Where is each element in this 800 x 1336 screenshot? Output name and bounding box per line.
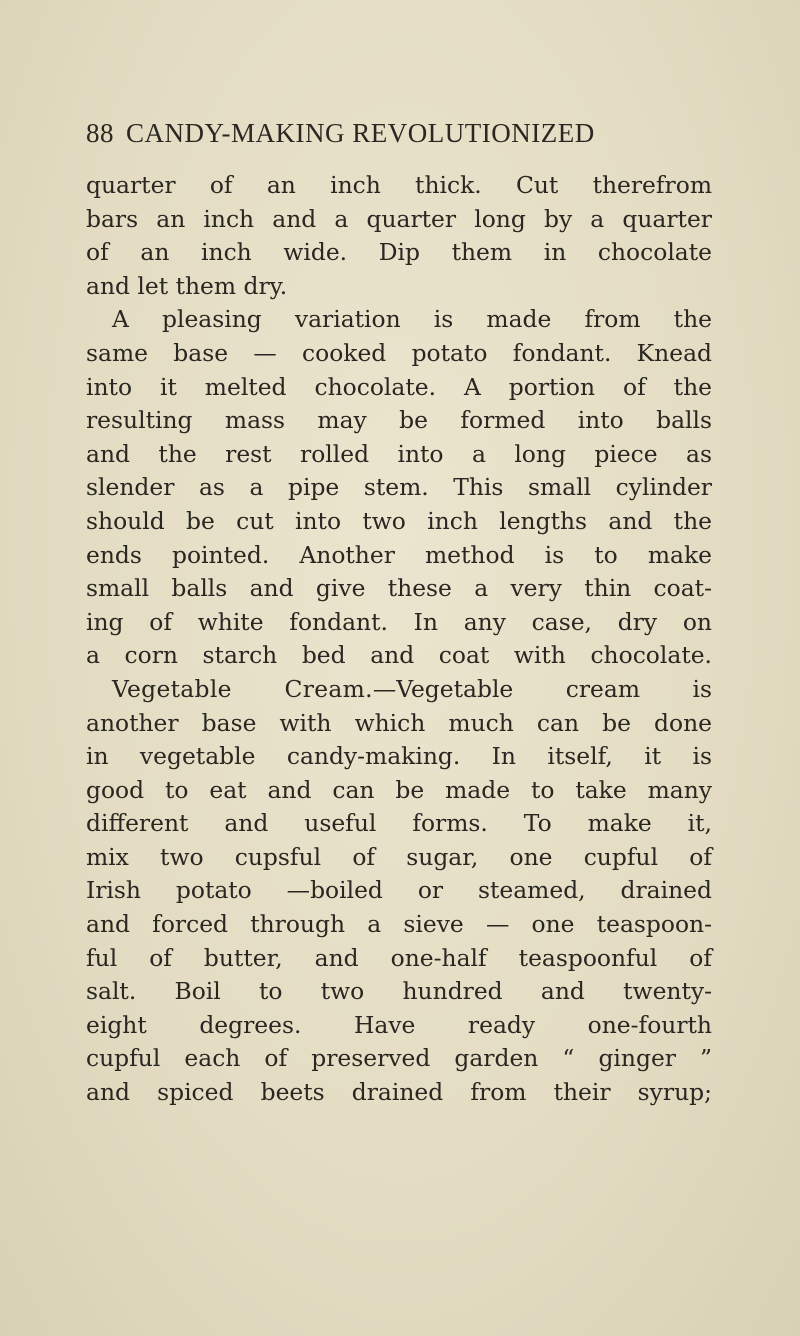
text-line (86, 270, 712, 304)
line-text: and let them dry. (86, 271, 288, 300)
line-text: another base with which much can be done (86, 708, 712, 737)
line-text: should be cut into two inch lengths and the (86, 506, 712, 535)
line-text: bars an inch and a quarter long by a quarter (86, 204, 712, 233)
text-line (86, 807, 712, 841)
text-line (86, 874, 712, 908)
line-text: mix two cupsful of sugar, one cupful of (86, 842, 712, 871)
text-line (86, 740, 712, 774)
running-title: CANDY-MAKING REVOLUTIONIZED (126, 118, 595, 148)
line-text: of an inch wide. Dip them in chocolate (86, 238, 712, 267)
line-text: resulting mass may be formed into balls (86, 406, 712, 435)
text-line (86, 539, 712, 573)
line-text: same base — cooked potato fondant. Knead (86, 338, 712, 367)
line-text: and spiced beets drained from their syrup; (86, 1078, 712, 1107)
line-text: different and useful forms. To make it, (86, 809, 712, 838)
line-text: into it melted chocolate. A portion of the (86, 372, 712, 401)
line-text: —Vegetable cream is (372, 674, 712, 703)
text-line (86, 908, 712, 942)
text-line (86, 1076, 712, 1110)
text-line (86, 707, 712, 741)
text-line (86, 841, 712, 875)
line-text: Irish potato —boiled or steamed, drained (86, 876, 712, 905)
text-line (86, 1009, 712, 1043)
section-heading: Vegetable Cream. (112, 674, 373, 703)
line-text: eight degrees. Have ready one-fourth (86, 1010, 712, 1039)
page-number: 88 (86, 118, 114, 148)
text-line (86, 303, 712, 337)
text-line (86, 337, 712, 371)
line-text: quarter of an inch thick. Cut therefrom (86, 171, 712, 199)
line-text: and the rest rolled into a long piece as (86, 439, 712, 468)
text-line (86, 404, 712, 438)
line-text: salt. Boil to two hundred and twenty- (86, 977, 712, 1006)
text-line (86, 639, 712, 673)
section-heading-line (86, 673, 712, 707)
text-line (86, 505, 712, 539)
line-text: and forced through a sieve — one teaspoon- (86, 910, 712, 939)
line-text: ends pointed. Another method is to make (86, 540, 712, 569)
text-line (86, 438, 712, 472)
line-text: in vegetable candy-making. In itself, it is (86, 742, 712, 771)
line-text: good to eat and can be made to take many (86, 775, 712, 804)
text-line (86, 236, 712, 270)
text-line (86, 572, 712, 606)
line-text: ful of butter, and one-half teaspoonful of (86, 943, 712, 972)
text-line (86, 942, 712, 976)
text-line (86, 471, 712, 505)
text-line (86, 371, 712, 405)
text-line (86, 774, 712, 808)
body-text (86, 169, 712, 1110)
line-text: small balls and give these a very thin coat- (86, 574, 712, 603)
line-text: ing of white fondant. In any case, dry on (86, 607, 712, 636)
text-line (86, 975, 712, 1009)
line-text: a corn starch bed and coat with chocolate. (86, 641, 712, 670)
line-text: cupful each of preserved garden “ ginger ” (86, 1044, 712, 1073)
text-line (86, 169, 712, 203)
text-line (86, 606, 712, 640)
text-line (86, 203, 712, 237)
line-text: slender as a pipe stem. This small cylinder (86, 473, 712, 502)
running-head (86, 118, 595, 149)
text-line (86, 1042, 712, 1076)
line-text: A pleasing variation is made from the (112, 305, 712, 334)
